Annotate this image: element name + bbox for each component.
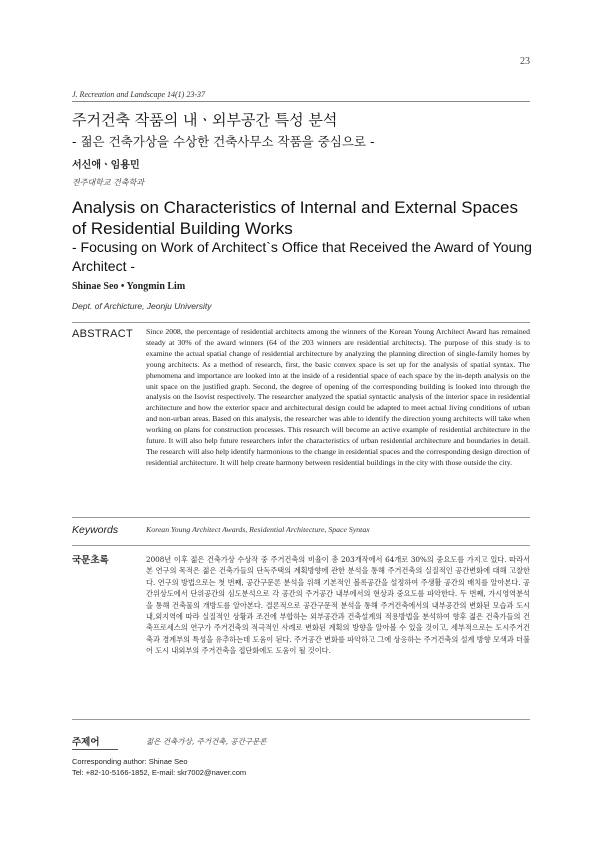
corresponding-author	[72, 756, 246, 778]
corresponding-author-contact: Tel: +82-10-5166-1852, E-mail: skr7002@naver.com	[72, 768, 247, 777]
corresponding-author-name: Corresponding author: Shinae Seo	[72, 757, 188, 766]
header-divider	[72, 101, 530, 102]
korean-authors: 서신애ㆍ임용민	[72, 160, 140, 171]
korean-abstract-top-divider	[72, 545, 530, 546]
korean-affiliation: 전주대학교 건축학과	[72, 178, 145, 187]
korean-keywords-label: 주제어	[72, 737, 100, 748]
page-number: 23	[520, 56, 530, 67]
korean-title: 주거건축 작품의 내ㆍ외부공간 특성 분석	[72, 111, 338, 129]
english-affiliation: Dept. of Archicture, Jeonju University	[72, 301, 212, 311]
korean-abstract-label: 국문초록	[72, 555, 109, 566]
korean-keywords-top-divider	[72, 719, 530, 720]
english-subtitle: - Focusing on Work of Architect`s Office that Received the Award of Young Architect -	[72, 239, 532, 274]
footnote-divider	[72, 749, 118, 750]
journal-reference: J. Recreation and Landscape 14(1) 23-37	[72, 90, 206, 99]
abstract-top-divider	[72, 322, 530, 323]
korean-abstract-text: 2008년 이후 젊은 건축가상 수상작 중 주거건축의 비율이 총 203개작에서 64개로 30%의 중요도를 가지고 있다. 따라서 본 연구의 목적은 젊은 건축가들의 단독주택의 계획방향에 관한 분석을 통해 주거건축의 실질적인 공간변화에 대해 고찰한다. 연구의 방법으로는 첫 번째, 공간구문론 분석을 위해 기본적인 볼록공간을 설정하여 주생활 공간의 배치를 알아본다. 공간위상도에서 단위공간의 심도분석으로 각 공간의 주거공간 내부에서의 현상과 중요도를 파악한다. 두 번째, 가시영역분석을 통해 건축물의 개방도를 알아본다. 결론적으로 공간구문적 분석을 통해 주거건축에서의 내부공간의 변화된 모습과 도시내,외지역에 따라 실질적인 상황과 조건에 부합하는 외부공간과 건축설계의 적용방법을 분석하여 향후 젊은 건축가들의 건축프로세스의 연구가 주거건축의 적극적인 사례로 변화된 계획의 방향을 알아볼 수 있을 것이고, 세부적으로는 도시주거건축과 경계부의 특성을 유추하는데 도움이 된다. 주거공간 변화를 파악하고 그에 상응하는 주거건축의 설계 방향 모색과 더불어 도시 내외부의 주거건축을 접단화에도 도움이 될 것이다.	[146, 555, 530, 656]
keywords-text: Korean Young Architect Awards, Residential Architecture, Space Syntax	[146, 525, 370, 534]
keywords-label: Keywords	[72, 524, 119, 536]
english-authors: Shinae Seo • Yongmin Lim	[72, 281, 186, 292]
english-title: Analysis on Characteristics of Internal and External Spaces of Residential Building Works	[72, 198, 519, 238]
korean-keywords-text: 젊은 건축가상, 주거건축, 공간구문론	[146, 737, 267, 746]
keywords-top-divider	[72, 517, 530, 518]
korean-subtitle: - 젊은 건축가상을 수상한 건축사무소 작품을 중심으로 -	[72, 134, 375, 149]
abstract-label: ABSTRACT	[72, 328, 134, 340]
abstract-text: Since 2008, the percentage of residential architects among the winners of the Korean Young Architect Award has remained steady at 30% of the award winners (64 of the 203 winners are residential architects). The purpose of this study is to examine the actual spatial change of residential architecture by analyzing the planning direction of single-family homes by young architects. As a method of research, first, the basic convex space is set up for the analysis of spatial syntax. The phenomena and importance are looked into at the inside of a residential space of each space by the in-depth analysis on the unit space on the justified graph. Second, the degree of opening of the corresponding building is looked into through the analysis on the Isovist respectively. The researcher analyzed the spatial syntactic analysis of the interior space in residential architecture and how the exterior space and architectural design could be adapted to meet actual living conditions of urban and non-urban areas. Based on this analysis, the researcher was able to identify the direction young architects will take when working on plans for construction processes. This research will become an active example of residential architecture in the future. It will also help future researchers infer the characteristics of urban residential architecture and boundaries in detail. The research will also help identify harmonious to the change in residential spaces and the corresponding design direction of residential architecture. It will help create harmony between residential buildings in the city with those outside the city.	[146, 327, 530, 467]
